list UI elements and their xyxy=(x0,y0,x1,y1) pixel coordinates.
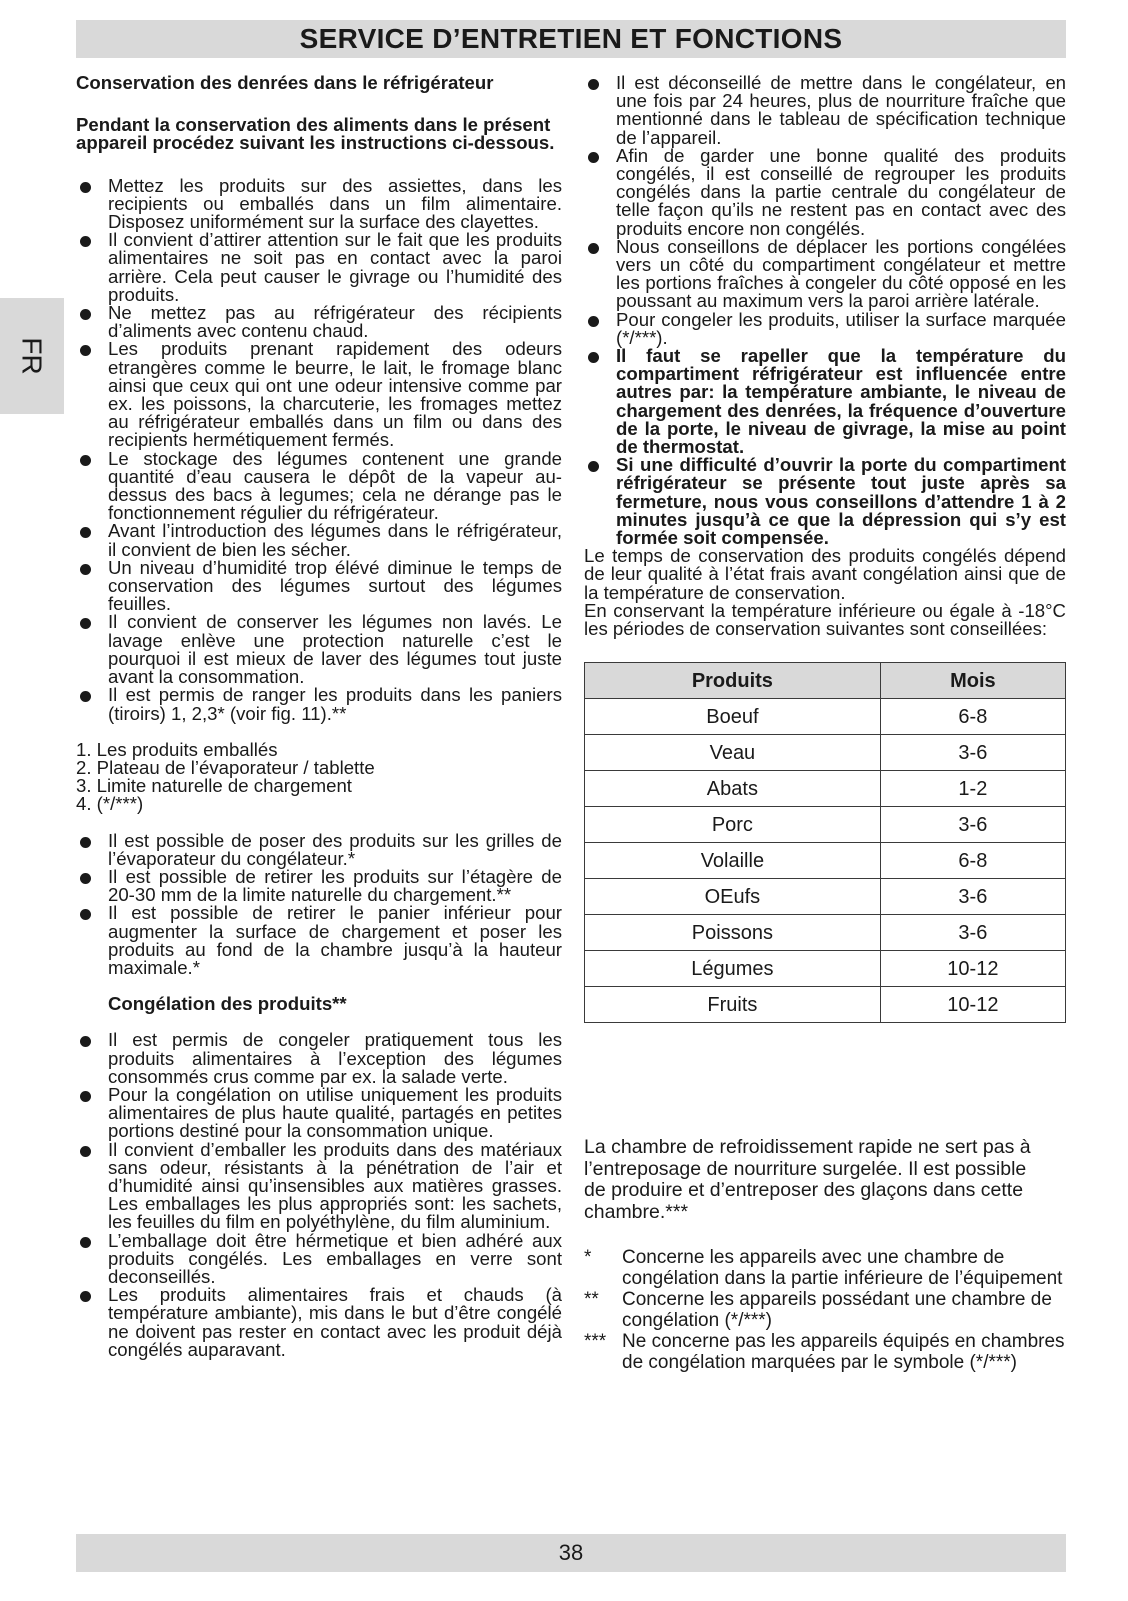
footnotes xyxy=(584,1247,1066,1373)
freezer-bullet-list xyxy=(584,74,1066,347)
table-header-row xyxy=(585,663,1066,699)
bullet-icon xyxy=(588,79,599,90)
list-item: Il faut se rapeller que la température du compartiment réfrigérateur est influencée entre autres par: la température ambiante, le niveau de chargement des denrées, la fréquence d’ouverture de la porte, le niveau de givrage, la mise au point de thermostat. xyxy=(584,347,1066,456)
bullet-icon xyxy=(80,455,91,466)
footnote xyxy=(584,1247,1066,1289)
product-cell: Abats xyxy=(585,771,881,807)
column-header: Mois xyxy=(880,663,1065,699)
footnote-mark: ** xyxy=(584,1289,599,1311)
bullet-icon xyxy=(80,1291,91,1302)
table-row xyxy=(585,735,1066,771)
footnote-mark: *** xyxy=(584,1331,607,1353)
product-cell: Fruits xyxy=(585,987,881,1023)
list-item: Nous conseillons de déplacer les portions congélées vers un côté du compartiment congélateur et mettre les portions fraîches à congeler du côté opposé en les poussant au maximum vers la paroi arrière latérale. xyxy=(584,238,1066,311)
list-item: Ne mettez pas au réfrigérateur des récipients d’aliments avec contenu chaud. xyxy=(76,304,562,340)
language-label: FR xyxy=(16,337,48,375)
conservation-paragraph: Le temps de conservation des produits congélés dépend de leur qualité à l’état frais avant congélation ainsi que de la température de conservation. xyxy=(584,545,1066,603)
shelf-bullet-list xyxy=(76,829,562,978)
bullet-icon xyxy=(80,691,91,702)
page-header xyxy=(76,20,1066,58)
list-item: Les produits alimentaires frais et chauds (à température ambiante), mis dans le but d’être congélé ne doivent pas rester en contact avec les produit déjà congélés auparavant. xyxy=(76,1286,562,1359)
table-row xyxy=(585,699,1066,735)
bullet-icon xyxy=(80,527,91,538)
legend-item: 3. Limite naturelle de chargement xyxy=(76,775,352,797)
months-cell: 1-2 xyxy=(880,771,1065,807)
temperature-paragraph: En conservant la température inférieure ou égale à -18°C les périodes de conservation suivantes sont conseillées: xyxy=(584,599,1066,640)
footnote-mark: * xyxy=(584,1247,592,1269)
footnote-text: Ne concerne pas les appareils équipés en chambres de congélation marquées par le symbole (*/***) xyxy=(622,1331,1065,1374)
list-item: Afin de garder une bonne qualité des produits congélés, il est conseillé de regrouper les produits congélés dans la partie centrale du congélateur de telle façon qu’ils ne restent pas en contact avec des produits encore non congélés. xyxy=(584,147,1066,238)
page-footer xyxy=(76,1534,1066,1572)
bullet-icon xyxy=(80,618,91,629)
months-cell: 6-8 xyxy=(880,699,1065,735)
bullet-icon xyxy=(80,837,91,848)
list-item: Il est possible de retirer les produits sur l’étagère de 20-30 mm de la limite naturelle du chargement.** xyxy=(76,868,562,904)
months-cell: 6-8 xyxy=(880,843,1065,879)
table-row xyxy=(585,987,1066,1023)
list-item: Le stockage des légumes contenent une grande quantité d’eau causera le dépôt de la vapeur au-dessus des bacs à legumes; cela ne dérange pas le fonctionnement régulier du réfrigérateur. xyxy=(76,450,562,523)
list-item: Un niveau d’humidité trop élévé diminue le temps de conservation des légumes surtout des légumes feuilles. xyxy=(76,559,562,614)
product-cell: OEufs xyxy=(585,879,881,915)
product-cell: Volaille xyxy=(585,843,881,879)
page-number: 38 xyxy=(558,1540,584,1565)
list-item: Si une difficulté d’ouvrir la porte du compartiment réfrigérateur se présente tout juste après sa fermeture, nous vous conseillons d’attendre 1 à 2 minutes jusqu’à ce que la dépression qui s’y est formée soit compensée. xyxy=(584,456,1066,547)
table-row xyxy=(585,951,1066,987)
list-item: Il convient de conserver les légumes non lavés. Le lavage enlève une protection naturelle c’est le pourquoi il est mieux de laver des légumes tout juste avant la consommation. xyxy=(76,613,562,686)
freezing-bullet-list xyxy=(76,1031,562,1359)
figure-legend-list xyxy=(76,738,562,815)
bullet-icon xyxy=(80,1036,91,1047)
list-item: Il convient d’attirer attention sur le fait que les produits alimentaires ne soit pas en contact avec la paroi arrière. Cela peut causer le givrage ou l’humidité des produits. xyxy=(76,231,562,304)
list-item: Il est déconseillé de mettre dans le congélateur, en une fois par 24 heures, plus de nourriture fraîche que mentionné dans le tableau de spécification technique de l’appareil. xyxy=(584,74,1066,147)
bullet-icon xyxy=(80,1146,91,1157)
list-item: Il est possible de retirer le panier inférieur pour augmenter la surface de chargement et poser les produits au fond de la chambre jusqu’à la hauteur maximale.* xyxy=(76,904,562,977)
bullet-icon xyxy=(80,564,91,575)
page-title: SERVICE D’ENTRETIEN ET FONCTIONS xyxy=(299,23,843,54)
bullet-icon xyxy=(80,182,91,193)
instruction-text: Pendant la conservation des aliments dans le présent appareil procédez suivant les instructions ci-dessous. xyxy=(76,114,555,154)
bullet-icon xyxy=(588,352,599,363)
legend-item: 2. Plateau de l’évaporateur / tablette xyxy=(76,756,375,778)
storage-time-table xyxy=(584,662,1066,1023)
bullet-icon xyxy=(80,309,91,320)
bullet-icon xyxy=(588,152,599,163)
storage-bullet-list xyxy=(76,174,562,724)
product-cell: Veau xyxy=(585,735,881,771)
bullet-icon xyxy=(588,316,599,327)
footnote xyxy=(584,1331,1066,1373)
language-tab xyxy=(0,298,64,414)
list-item: Les produits prenant rapidement des odeurs etrangères comme le beurre, le lait, le fromage blanc ainsi que ceux qui ont une odeur intensive comme par ex. les poissons, la charcuterie, les fromages mettez au réfrigérateur emballés dans un film ou dans des recipients hermétiquement fermés. xyxy=(76,340,562,449)
bullet-icon xyxy=(588,243,599,254)
bullet-icon xyxy=(80,909,91,920)
left-column xyxy=(76,74,562,1359)
freezing-heading: Congélation des produits** xyxy=(108,993,347,1015)
list-item: Avant l’introduction des légumes dans le réfrigérateur, il convient de bien les sécher. xyxy=(76,522,562,558)
table-row xyxy=(585,879,1066,915)
list-item: L’emballage doit être hérmetique et bien adhéré aux produits congélés. Les emballages en verre sont deconseillés. xyxy=(76,1232,562,1287)
months-cell: 3-6 xyxy=(880,915,1065,951)
list-item: Il convient d’emballer les produits dans des matériaux sans odeur, résistants à la pénétration de l’air et d’humidité ainsi qu’insensibles aux matières grasses. Les emballages les plus appropriés sont: les sachets, les feuilles du film en polyéthylène, du film aluminium. xyxy=(76,1141,562,1232)
table-row xyxy=(585,843,1066,879)
months-cell: 3-6 xyxy=(880,807,1065,843)
footnote xyxy=(584,1289,1066,1331)
months-cell: 3-6 xyxy=(880,735,1065,771)
months-cell: 3-6 xyxy=(880,879,1065,915)
column-header: Produits xyxy=(585,663,881,699)
footnote-text: Concerne les appareils avec une chambre de congélation dans la partie inférieure de l’équipement xyxy=(622,1247,1063,1290)
product-cell: Porc xyxy=(585,807,881,843)
section-heading: Conservation des denrées dans le réfrigérateur xyxy=(76,72,494,93)
table-row xyxy=(585,807,1066,843)
list-item: Il est possible de poser des produits sur les grilles de l’évaporateur du congélateur.* xyxy=(76,832,562,868)
right-column xyxy=(584,74,1066,1373)
bullet-icon xyxy=(80,1091,91,1102)
footnote-text: Concerne les appareils possédant une chambre de congélation (*/***) xyxy=(622,1289,1052,1332)
months-cell: 10-12 xyxy=(880,987,1065,1023)
bullet-icon xyxy=(80,873,91,884)
bullet-icon xyxy=(588,461,599,472)
bullet-icon xyxy=(80,345,91,356)
legend-item: 4. (*/***) xyxy=(76,793,144,815)
rapid-chamber-note: La chambre de refroidissement rapide ne sert pas à l’entreposage de nourriture surgelée. Il est possible de produire et d’entreposer des glaçons dans cette chambre.*** xyxy=(584,1136,1031,1223)
bullet-icon xyxy=(80,236,91,247)
list-item: Mettez les produits sur des assiettes, dans les recipients ou emballés dans un film alimentaire. Disposez uniformément sur la surface des clayettes. xyxy=(76,177,562,232)
legend-item: 1. Les produits emballés xyxy=(76,738,278,760)
product-cell: Boeuf xyxy=(585,699,881,735)
list-item: Il est permis de congeler pratiquement tous les produits alimentaires à l’exception des légumes consommés crus comme par ex. la salade verte. xyxy=(76,1031,562,1086)
list-item: Pour congeler les produits, utiliser la surface marquée (*/***). xyxy=(584,311,1066,347)
product-cell: Légumes xyxy=(585,951,881,987)
table-row xyxy=(585,771,1066,807)
warning-bullet-list xyxy=(584,347,1066,547)
list-item: Pour la congélation on utilise uniquement les produits alimentaires de plus haute qualité, partagés en petites portions destiné pour la consommation unique. xyxy=(76,1086,562,1141)
product-cell: Poissons xyxy=(585,915,881,951)
table-row xyxy=(585,915,1066,951)
list-item: Il est permis de ranger les produits dans les paniers (tiroirs) 1, 2,3* (voir fig. 11).** xyxy=(76,686,562,722)
bullet-icon xyxy=(80,1237,91,1248)
months-cell: 10-12 xyxy=(880,951,1065,987)
